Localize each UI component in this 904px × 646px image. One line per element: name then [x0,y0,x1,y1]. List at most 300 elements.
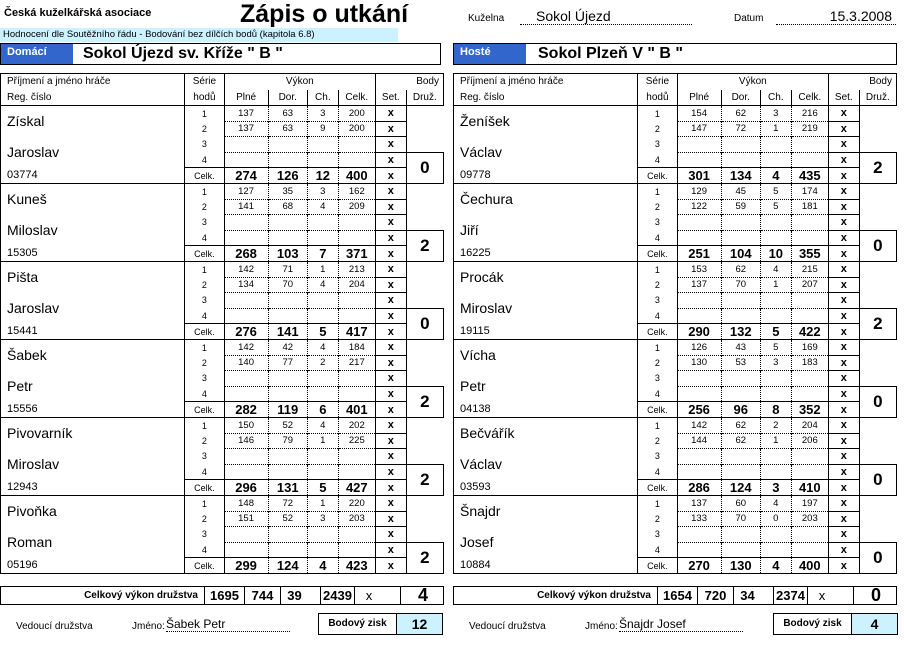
total-value[interactable]: 251 [677,246,721,262]
serie-empty[interactable] [721,293,760,309]
serie-value[interactable]: 2 [307,355,338,371]
total-value[interactable]: 12 [307,168,338,184]
serie-value[interactable]: 1 [307,433,338,449]
serie-value[interactable]: 162 [338,184,375,200]
sum-value[interactable]: 34 [733,586,761,605]
total-value[interactable]: 282 [224,402,268,418]
serie-value[interactable]: 63 [268,121,307,137]
serie-empty[interactable] [338,386,375,402]
serie-value[interactable]: 220 [338,496,375,512]
serie-empty[interactable] [338,464,375,480]
serie-value[interactable]: 1 [760,121,791,137]
serie-value[interactable]: 59 [721,199,760,215]
serie-value[interactable]: 153 [677,262,721,278]
venue-field[interactable]: Sokol Újezd [520,8,692,25]
serie-value[interactable]: 217 [338,355,375,371]
total-value[interactable]: 126 [268,168,307,184]
total-value[interactable]: 371 [338,246,375,262]
team-points[interactable]: 0 [859,230,896,262]
player-surname[interactable]: Čechura [454,184,638,215]
serie-value[interactable]: 68 [268,199,307,215]
serie-value[interactable]: 142 [224,262,268,278]
serie-value[interactable]: 137 [224,106,268,122]
serie-empty[interactable] [268,230,307,246]
total-value[interactable]: 286 [677,480,721,496]
serie-empty[interactable] [268,308,307,324]
away-team-name[interactable]: Sokol Plzeň V " B " [538,45,683,62]
serie-value[interactable]: 216 [791,106,828,122]
serie-value[interactable]: 70 [721,511,760,527]
serie-empty[interactable] [307,371,338,387]
serie-value[interactable]: 137 [677,277,721,293]
team-points[interactable]: 2 [859,308,896,340]
serie-value[interactable]: 43 [721,340,760,356]
serie-value[interactable]: 169 [791,340,828,356]
serie-empty[interactable] [677,542,721,558]
total-value[interactable]: 401 [338,402,375,418]
total-value[interactable]: 5 [307,480,338,496]
serie-empty[interactable] [268,542,307,558]
serie-empty[interactable] [791,152,828,168]
serie-value[interactable]: 52 [268,511,307,527]
sum-value[interactable]: 2374 [773,586,807,605]
serie-empty[interactable] [268,293,307,309]
total-value[interactable]: 5 [307,324,338,340]
leader-name-field[interactable]: Šabek Petr [166,617,290,632]
serie-value[interactable]: 79 [268,433,307,449]
serie-value[interactable]: 3 [307,106,338,122]
serie-value[interactable]: 1 [760,277,791,293]
serie-value[interactable]: 200 [338,121,375,137]
serie-empty[interactable] [338,542,375,558]
total-value[interactable]: 8 [760,402,791,418]
serie-empty[interactable] [677,215,721,231]
serie-empty[interactable] [760,371,791,387]
serie-value[interactable]: 5 [760,199,791,215]
serie-empty[interactable] [224,371,268,387]
serie-value[interactable]: 3 [760,355,791,371]
serie-empty[interactable] [224,527,268,543]
serie-value[interactable]: 4 [307,418,338,434]
serie-value[interactable]: 63 [268,106,307,122]
serie-empty[interactable] [677,137,721,153]
serie-empty[interactable] [268,464,307,480]
serie-value[interactable]: 202 [338,418,375,434]
serie-empty[interactable] [268,386,307,402]
player-surname[interactable]: Pišta [1,262,185,293]
serie-empty[interactable] [677,293,721,309]
serie-empty[interactable] [791,542,828,558]
serie-empty[interactable] [338,371,375,387]
player-reg[interactable]: 15305 [1,246,185,262]
player-surname[interactable]: Šabek [1,340,185,371]
serie-value[interactable]: 4 [760,262,791,278]
player-firstname[interactable]: Josef [454,527,638,558]
total-value[interactable]: 296 [224,480,268,496]
player-firstname[interactable]: Jaroslav [1,293,185,324]
player-reg[interactable]: 03774 [1,168,185,184]
serie-empty[interactable] [338,230,375,246]
player-reg[interactable]: 05196 [1,558,185,574]
serie-value[interactable]: 45 [721,184,760,200]
serie-empty[interactable] [307,293,338,309]
serie-value[interactable]: 183 [791,355,828,371]
serie-value[interactable]: 3 [307,184,338,200]
serie-empty[interactable] [791,293,828,309]
player-reg[interactable]: 12943 [1,480,185,496]
serie-empty[interactable] [721,137,760,153]
player-reg[interactable]: 15441 [1,324,185,340]
team-points[interactable]: 0 [406,152,443,184]
serie-empty[interactable] [224,542,268,558]
serie-empty[interactable] [268,215,307,231]
serie-empty[interactable] [760,152,791,168]
serie-empty[interactable] [791,464,828,480]
serie-value[interactable]: 181 [791,199,828,215]
serie-value[interactable]: 42 [268,340,307,356]
player-firstname[interactable]: Jaroslav [1,137,185,168]
serie-empty[interactable] [307,308,338,324]
serie-empty[interactable] [760,308,791,324]
team-points[interactable]: 2 [406,542,443,574]
team-points[interactable]: 0 [406,308,443,340]
serie-value[interactable]: 204 [338,277,375,293]
total-value[interactable]: 5 [760,324,791,340]
serie-value[interactable]: 126 [677,340,721,356]
serie-empty[interactable] [677,152,721,168]
serie-empty[interactable] [760,137,791,153]
serie-empty[interactable] [760,542,791,558]
total-value[interactable]: 132 [721,324,760,340]
serie-empty[interactable] [791,371,828,387]
total-value[interactable]: 103 [268,246,307,262]
total-value[interactable]: 299 [224,558,268,574]
serie-empty[interactable] [760,527,791,543]
serie-empty[interactable] [224,230,268,246]
serie-value[interactable]: 142 [677,418,721,434]
serie-empty[interactable] [760,386,791,402]
serie-value[interactable]: 52 [268,418,307,434]
player-surname[interactable]: Pivovarník [1,418,185,449]
serie-value[interactable]: 0 [760,511,791,527]
total-value[interactable]: 400 [791,558,828,574]
player-surname[interactable]: Ženíšek [454,106,638,137]
sum-value[interactable]: 39 [280,586,308,605]
serie-empty[interactable] [677,371,721,387]
total-value[interactable]: 301 [677,168,721,184]
serie-value[interactable]: 225 [338,433,375,449]
player-reg[interactable]: 04138 [454,402,638,418]
total-value[interactable]: 400 [338,168,375,184]
total-value[interactable]: 124 [268,558,307,574]
player-surname[interactable]: Vícha [454,340,638,371]
serie-value[interactable]: 122 [677,199,721,215]
serie-value[interactable]: 137 [677,496,721,512]
serie-empty[interactable] [307,215,338,231]
player-surname[interactable]: Kuneš [1,184,185,215]
serie-value[interactable]: 77 [268,355,307,371]
total-value[interactable]: 119 [268,402,307,418]
total-value[interactable]: 290 [677,324,721,340]
total-value[interactable]: 423 [338,558,375,574]
serie-value[interactable]: 184 [338,340,375,356]
serie-value[interactable]: 215 [791,262,828,278]
player-surname[interactable]: Pivoňka [1,496,185,527]
total-value[interactable]: 131 [268,480,307,496]
serie-empty[interactable] [760,293,791,309]
serie-empty[interactable] [721,308,760,324]
serie-value[interactable]: 5 [760,184,791,200]
serie-value[interactable]: 9 [307,121,338,137]
serie-value[interactable]: 197 [791,496,828,512]
serie-empty[interactable] [268,152,307,168]
date-field[interactable]: 15.3.2008 [776,8,896,25]
player-reg[interactable]: 10884 [454,558,638,574]
sum-value[interactable]: 2439 [320,586,354,605]
serie-empty[interactable] [268,527,307,543]
serie-empty[interactable] [338,449,375,465]
serie-value[interactable]: 5 [760,340,791,356]
serie-empty[interactable] [224,293,268,309]
player-firstname[interactable]: Miroslav [1,449,185,480]
serie-value[interactable]: 4 [307,199,338,215]
serie-value[interactable]: 1 [760,433,791,449]
total-value[interactable]: 270 [677,558,721,574]
serie-empty[interactable] [224,386,268,402]
total-value[interactable]: 130 [721,558,760,574]
serie-value[interactable]: 72 [721,121,760,137]
serie-value[interactable]: 144 [677,433,721,449]
serie-empty[interactable] [307,449,338,465]
player-firstname[interactable]: Jiří [454,215,638,246]
team-points[interactable]: 2 [859,152,896,184]
serie-empty[interactable] [721,230,760,246]
serie-empty[interactable] [677,527,721,543]
player-firstname[interactable]: Václav [454,449,638,480]
serie-value[interactable]: 130 [677,355,721,371]
serie-empty[interactable] [338,308,375,324]
serie-empty[interactable] [791,230,828,246]
serie-empty[interactable] [677,308,721,324]
player-firstname[interactable]: Petr [454,371,638,402]
serie-empty[interactable] [721,542,760,558]
score-value[interactable]: 12 [397,614,442,634]
serie-empty[interactable] [760,449,791,465]
serie-empty[interactable] [677,386,721,402]
sum-points[interactable]: 0 [853,586,898,605]
serie-value[interactable]: 72 [268,496,307,512]
serie-value[interactable]: 137 [224,121,268,137]
team-points[interactable]: 0 [859,542,896,574]
player-firstname[interactable]: Václav [454,137,638,168]
player-surname[interactable]: Bečvářík [454,418,638,449]
serie-empty[interactable] [224,308,268,324]
total-value[interactable]: 134 [721,168,760,184]
serie-value[interactable]: 207 [791,277,828,293]
serie-value[interactable]: 60 [721,496,760,512]
player-surname[interactable]: Získal [1,106,185,137]
total-value[interactable]: 355 [791,246,828,262]
serie-value[interactable]: 141 [224,199,268,215]
serie-empty[interactable] [338,137,375,153]
serie-value[interactable]: 3 [307,511,338,527]
serie-empty[interactable] [307,152,338,168]
score-value[interactable]: 4 [852,614,897,634]
serie-value[interactable]: 53 [721,355,760,371]
total-value[interactable]: 4 [760,168,791,184]
total-value[interactable]: 7 [307,246,338,262]
serie-value[interactable]: 1 [307,496,338,512]
leader-name-field[interactable]: Šnajdr Josef [619,617,743,632]
serie-value[interactable]: 148 [224,496,268,512]
serie-value[interactable]: 62 [721,418,760,434]
serie-empty[interactable] [677,449,721,465]
serie-value[interactable]: 3 [760,106,791,122]
serie-value[interactable]: 1 [307,262,338,278]
team-points[interactable]: 0 [859,464,896,496]
serie-value[interactable]: 174 [791,184,828,200]
serie-value[interactable]: 4 [760,496,791,512]
player-reg[interactable]: 15556 [1,402,185,418]
team-points[interactable]: 0 [859,386,896,418]
serie-value[interactable]: 140 [224,355,268,371]
team-points[interactable]: 2 [406,230,443,262]
serie-empty[interactable] [791,308,828,324]
serie-value[interactable]: 209 [338,199,375,215]
serie-empty[interactable] [721,215,760,231]
total-value[interactable]: 417 [338,324,375,340]
serie-empty[interactable] [307,464,338,480]
serie-empty[interactable] [224,449,268,465]
serie-value[interactable]: 203 [791,511,828,527]
player-surname[interactable]: Šnajdr [454,496,638,527]
serie-empty[interactable] [224,464,268,480]
team-points[interactable]: 2 [406,464,443,496]
total-value[interactable]: 4 [307,558,338,574]
serie-empty[interactable] [338,293,375,309]
sum-points[interactable]: 4 [400,586,445,605]
total-value[interactable]: 427 [338,480,375,496]
serie-empty[interactable] [307,137,338,153]
serie-empty[interactable] [338,527,375,543]
serie-empty[interactable] [268,371,307,387]
total-value[interactable]: 410 [791,480,828,496]
serie-value[interactable]: 4 [307,340,338,356]
player-reg[interactable]: 19115 [454,324,638,340]
serie-value[interactable]: 4 [307,277,338,293]
serie-value[interactable]: 146 [224,433,268,449]
total-value[interactable]: 3 [760,480,791,496]
serie-value[interactable]: 213 [338,262,375,278]
serie-value[interactable]: 71 [268,262,307,278]
serie-empty[interactable] [307,386,338,402]
serie-empty[interactable] [721,386,760,402]
serie-value[interactable]: 70 [721,277,760,293]
player-firstname[interactable]: Petr [1,371,185,402]
player-firstname[interactable]: Roman [1,527,185,558]
serie-value[interactable]: 154 [677,106,721,122]
serie-value[interactable]: 127 [224,184,268,200]
serie-value[interactable]: 204 [791,418,828,434]
serie-value[interactable]: 129 [677,184,721,200]
home-team-name[interactable]: Sokol Újezd sv. Kříže " B " [83,45,283,62]
serie-empty[interactable] [224,137,268,153]
total-value[interactable]: 268 [224,246,268,262]
total-value[interactable]: 435 [791,168,828,184]
serie-empty[interactable] [338,152,375,168]
player-reg[interactable]: 09778 [454,168,638,184]
serie-empty[interactable] [307,527,338,543]
serie-value[interactable]: 133 [677,511,721,527]
serie-empty[interactable] [760,215,791,231]
total-value[interactable]: 4 [760,558,791,574]
sum-value[interactable]: 744 [244,586,280,605]
serie-empty[interactable] [224,215,268,231]
player-reg[interactable]: 16225 [454,246,638,262]
total-value[interactable]: 256 [677,402,721,418]
serie-empty[interactable] [760,464,791,480]
player-firstname[interactable]: Miloslav [1,215,185,246]
total-value[interactable]: 104 [721,246,760,262]
player-surname[interactable]: Procák [454,262,638,293]
serie-value[interactable]: 62 [721,433,760,449]
serie-value[interactable]: 150 [224,418,268,434]
serie-empty[interactable] [791,215,828,231]
total-value[interactable]: 6 [307,402,338,418]
serie-empty[interactable] [721,527,760,543]
serie-empty[interactable] [307,542,338,558]
total-value[interactable]: 96 [721,402,760,418]
sum-value[interactable]: 1654 [657,586,697,605]
serie-empty[interactable] [760,230,791,246]
total-value[interactable]: 274 [224,168,268,184]
serie-empty[interactable] [721,371,760,387]
player-firstname[interactable]: Miroslav [454,293,638,324]
serie-value[interactable]: 219 [791,121,828,137]
serie-value[interactable]: 134 [224,277,268,293]
total-value[interactable]: 352 [791,402,828,418]
serie-empty[interactable] [268,449,307,465]
serie-value[interactable]: 203 [338,511,375,527]
sum-value[interactable]: 720 [697,586,733,605]
serie-value[interactable]: 2 [760,418,791,434]
serie-empty[interactable] [721,152,760,168]
serie-empty[interactable] [791,449,828,465]
serie-value[interactable]: 142 [224,340,268,356]
serie-value[interactable]: 206 [791,433,828,449]
total-value[interactable]: 124 [721,480,760,496]
serie-value[interactable]: 147 [677,121,721,137]
serie-empty[interactable] [268,137,307,153]
serie-value[interactable]: 35 [268,184,307,200]
serie-empty[interactable] [791,386,828,402]
sum-value[interactable]: 1695 [204,586,244,605]
serie-empty[interactable] [224,152,268,168]
total-value[interactable]: 276 [224,324,268,340]
serie-empty[interactable] [338,215,375,231]
serie-empty[interactable] [791,137,828,153]
total-value[interactable]: 141 [268,324,307,340]
team-points[interactable]: 2 [406,386,443,418]
total-value[interactable]: 10 [760,246,791,262]
player-reg[interactable]: 03593 [454,480,638,496]
total-value[interactable]: 422 [791,324,828,340]
serie-value[interactable]: 70 [268,277,307,293]
serie-empty[interactable] [721,464,760,480]
serie-empty[interactable] [791,527,828,543]
serie-empty[interactable] [677,230,721,246]
serie-empty[interactable] [307,230,338,246]
